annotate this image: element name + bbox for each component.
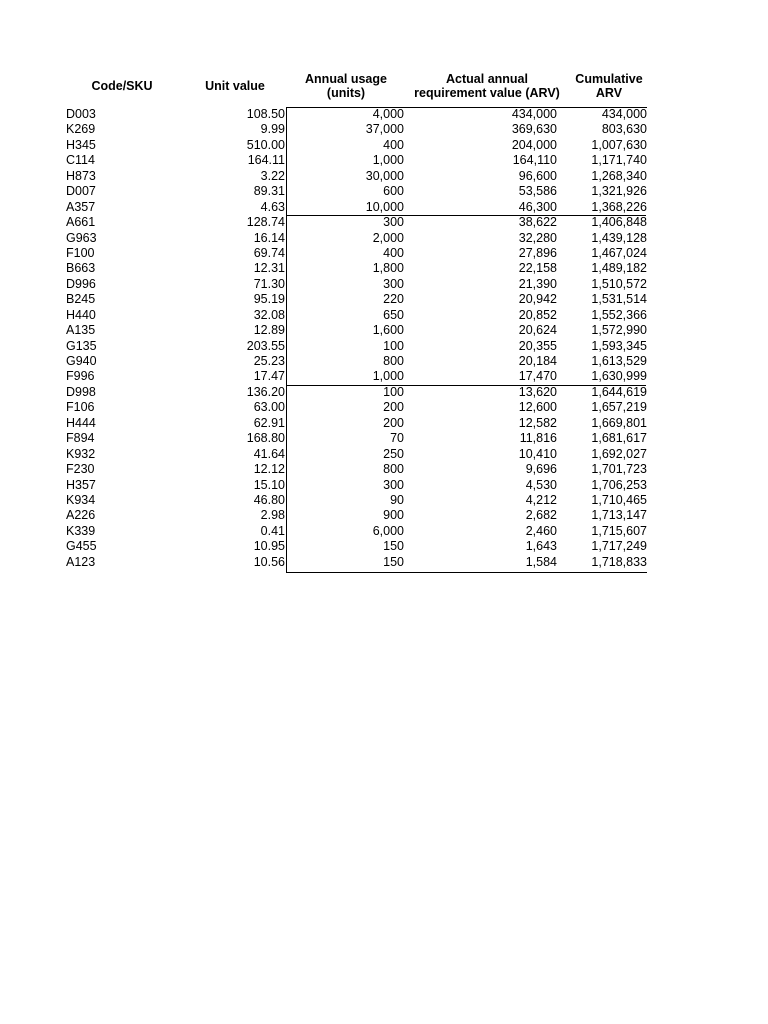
cell-annual-usage[interactable]: 1,600 [372, 323, 404, 338]
table-row [58, 231, 658, 246]
cell-annual-usage[interactable]: 800 [383, 354, 404, 368]
cell-unit-value[interactable]: 12.89 [253, 323, 285, 338]
cell-unit-value[interactable]: 12.12 [253, 462, 285, 477]
cell-cumulative-arv[interactable]: 1,171,740 [591, 153, 647, 168]
cell-annual-usage[interactable]: 250 [383, 446, 404, 461]
cell-unit-value[interactable]: 0.41 [260, 523, 285, 538]
cell-actual-arv[interactable]: 2,682 [525, 508, 557, 523]
cell-annual-usage[interactable]: 300 [383, 477, 404, 492]
cell-unit-value[interactable]: 4.63 [260, 199, 285, 214]
cell-unit-value[interactable]: 108.50 [246, 107, 285, 121]
cell-unit-value[interactable]: 9.99 [260, 122, 285, 137]
cell-cumulative-arv[interactable]: 1,630,999 [591, 369, 647, 384]
table-row [58, 138, 658, 153]
cell-code-sku[interactable]: H345 [66, 137, 96, 152]
table-row [58, 493, 658, 508]
cell-unit-value[interactable]: 41.64 [253, 446, 285, 461]
cell-cumulative-arv[interactable]: 434,000 [601, 107, 647, 121]
cell-code-sku[interactable]: F230 [66, 462, 95, 477]
cell-unit-value[interactable]: 203.55 [246, 338, 285, 353]
cell-annual-usage[interactable]: 30,000 [365, 168, 404, 183]
cell-actual-arv[interactable]: 53,586 [518, 184, 557, 199]
cell-code-sku[interactable]: H357 [66, 477, 96, 492]
cell-code-sku[interactable]: H440 [66, 307, 96, 322]
cell-unit-value[interactable]: 510.00 [246, 137, 285, 152]
cell-actual-arv[interactable]: 164,110 [512, 153, 557, 168]
table-row [58, 277, 658, 292]
table-row [58, 122, 658, 137]
cell-annual-usage[interactable]: 4,000 [372, 107, 404, 121]
cell-actual-arv[interactable]: 27,896 [518, 245, 557, 260]
table-row [58, 462, 658, 477]
table-row [58, 447, 658, 462]
header-code-label: Code/SKU [91, 79, 153, 93]
cell-annual-usage[interactable]: 90 [390, 492, 404, 507]
table-row [58, 508, 658, 523]
cell-annual-usage[interactable]: 37,000 [365, 122, 404, 137]
cell-actual-arv[interactable]: 434,000 [511, 107, 557, 121]
cell-annual-usage[interactable]: 400 [383, 245, 404, 260]
cell-annual-usage[interactable]: 900 [383, 508, 404, 523]
cell-cumulative-arv[interactable]: 1,717,249 [591, 539, 647, 554]
cell-unit-value[interactable]: 3.22 [260, 168, 285, 183]
header-arv-line1: Actual annual [446, 72, 528, 86]
cell-cumulative-arv[interactable]: 1,321,926 [591, 184, 647, 199]
table-row [58, 153, 658, 168]
cell-code-sku[interactable]: K339 [66, 523, 96, 538]
cell-actual-arv[interactable]: 10,410 [518, 446, 557, 461]
cell-annual-usage[interactable]: 220 [383, 292, 404, 307]
cell-actual-arv[interactable]: 9,696 [525, 462, 557, 477]
cell-unit-value[interactable]: 69.74 [253, 245, 285, 260]
cell-cumulative-arv[interactable]: 1,657,219 [591, 400, 647, 415]
cell-code-sku[interactable]: G940 [66, 354, 97, 368]
cell-code-sku[interactable]: D007 [66, 184, 96, 199]
table-row [58, 369, 658, 384]
cell-annual-usage[interactable]: 100 [383, 338, 404, 353]
header-cum-line1: Cumulative [575, 72, 643, 86]
cell-annual-usage[interactable]: 10,000 [365, 199, 404, 214]
cell-code-sku[interactable]: B663 [66, 261, 96, 276]
cell-unit-value[interactable]: 136.20 [246, 384, 285, 399]
cell-code-sku[interactable]: B245 [66, 292, 96, 307]
table-row [58, 292, 658, 307]
cell-annual-usage[interactable]: 200 [383, 415, 404, 430]
header-cumulative-arv[interactable] [564, 70, 654, 102]
cell-actual-arv[interactable]: 1,643 [525, 539, 557, 554]
cell-code-sku[interactable]: H444 [66, 415, 96, 430]
table-row [58, 555, 658, 570]
cell-code-sku[interactable]: A123 [66, 554, 96, 569]
cell-cumulative-arv[interactable]: 1,268,340 [591, 168, 647, 183]
cell-actual-arv[interactable]: 32,280 [518, 230, 557, 245]
header-annual-usage[interactable] [286, 70, 406, 102]
cell-code-sku[interactable]: A357 [66, 199, 96, 214]
cell-actual-arv[interactable]: 21,390 [518, 276, 557, 291]
cell-annual-usage[interactable]: 2,000 [372, 230, 404, 245]
cell-unit-value[interactable]: 168.80 [246, 431, 285, 446]
header-cum-line2: ARV [595, 86, 623, 100]
cell-actual-arv[interactable]: 46,300 [518, 199, 557, 214]
cell-unit-value[interactable]: 164.11 [247, 153, 285, 168]
table-row [58, 323, 658, 338]
cell-unit-value[interactable]: 62.91 [253, 415, 285, 430]
cell-actual-arv[interactable]: 4,530 [525, 477, 557, 492]
cell-cumulative-arv[interactable]: 1,368,226 [591, 199, 647, 214]
cell-cumulative-arv[interactable]: 1,572,990 [591, 323, 647, 338]
header-usage-line2: (units) [326, 86, 366, 100]
table-body [58, 107, 658, 570]
cell-annual-usage[interactable]: 70 [390, 431, 404, 446]
cell-cumulative-arv[interactable]: 1,489,182 [591, 261, 647, 276]
cell-unit-value[interactable]: 16.14 [253, 230, 285, 245]
table-row [58, 107, 658, 122]
cell-annual-usage[interactable]: 200 [383, 400, 404, 415]
cell-cumulative-arv[interactable]: 1,613,529 [591, 354, 647, 368]
header-code-sku[interactable] [58, 78, 186, 94]
cell-annual-usage[interactable]: 1,800 [372, 261, 404, 276]
cell-actual-arv[interactable]: 204,000 [511, 137, 557, 152]
cell-actual-arv[interactable]: 2,460 [525, 523, 557, 538]
cell-unit-value[interactable]: 63.00 [253, 400, 285, 415]
table-row [58, 184, 658, 199]
cell-cumulative-arv[interactable]: 1,406,848 [591, 215, 647, 230]
cell-cumulative-arv[interactable]: 1,510,572 [591, 276, 647, 291]
table-row [58, 431, 658, 446]
cell-unit-value[interactable]: 15.10 [253, 477, 285, 492]
cell-unit-value[interactable]: 2.98 [260, 508, 285, 523]
cell-annual-usage[interactable]: 800 [383, 462, 404, 477]
cell-annual-usage[interactable]: 300 [383, 215, 404, 230]
cell-annual-usage[interactable]: 1,000 [372, 153, 404, 168]
cell-cumulative-arv[interactable]: 1,701,723 [591, 462, 647, 477]
table-row [58, 400, 658, 415]
cell-unit-value[interactable]: 17.47 [253, 369, 285, 384]
cell-annual-usage[interactable]: 1,000 [372, 369, 404, 384]
cell-code-sku[interactable]: D998 [66, 384, 96, 399]
cell-code-sku[interactable]: A661 [66, 215, 96, 230]
header-unit-value[interactable] [186, 78, 284, 94]
cell-code-sku[interactable]: D996 [66, 276, 96, 291]
cell-actual-arv[interactable]: 20,942 [518, 292, 557, 307]
table-row [58, 385, 658, 400]
cell-cumulative-arv[interactable]: 1,467,024 [591, 245, 647, 260]
cell-code-sku[interactable]: F106 [66, 400, 95, 415]
cell-cumulative-arv[interactable]: 1,706,253 [591, 477, 647, 492]
cell-annual-usage[interactable]: 6,000 [372, 523, 404, 538]
table-row [58, 339, 658, 354]
cell-annual-usage[interactable]: 650 [383, 307, 404, 322]
cell-annual-usage[interactable]: 600 [383, 184, 404, 199]
cell-unit-value[interactable]: 10.95 [253, 539, 285, 554]
cell-annual-usage[interactable]: 400 [383, 137, 404, 152]
cell-cumulative-arv[interactable]: 1,531,514 [591, 292, 647, 307]
cell-code-sku[interactable]: F100 [66, 245, 95, 260]
header-arv-line2: requirement value (ARV) [414, 86, 560, 100]
cell-actual-arv[interactable]: 1,584 [525, 554, 557, 569]
table-row [58, 416, 658, 431]
cell-actual-arv[interactable]: 12,582 [518, 415, 557, 430]
cell-cumulative-arv[interactable]: 1,439,128 [591, 230, 647, 245]
cell-code-sku[interactable]: A135 [66, 323, 96, 338]
cell-cumulative-arv[interactable]: 1,552,366 [591, 307, 647, 322]
cell-cumulative-arv[interactable]: 1,718,833 [591, 554, 647, 569]
cell-unit-value[interactable]: 12.31 [253, 261, 285, 276]
cell-actual-arv[interactable]: 369,630 [511, 122, 557, 137]
cell-code-sku[interactable]: F894 [66, 431, 95, 446]
table-row [58, 169, 658, 184]
cell-actual-arv[interactable]: 20,624 [518, 323, 557, 338]
cell-actual-arv[interactable]: 20,852 [518, 307, 557, 322]
cell-cumulative-arv[interactable]: 1,713,147 [591, 508, 647, 523]
cell-code-sku[interactable]: F996 [66, 369, 95, 384]
cell-actual-arv[interactable]: 38,622 [518, 215, 557, 230]
cell-unit-value[interactable]: 32.08 [253, 307, 285, 322]
cell-cumulative-arv[interactable]: 1,710,465 [591, 492, 647, 507]
cell-code-sku[interactable]: C114 [66, 153, 95, 168]
cell-code-sku[interactable]: K932 [66, 446, 96, 461]
cell-unit-value[interactable]: 95.19 [253, 292, 285, 307]
cell-annual-usage[interactable]: 150 [383, 539, 404, 554]
cell-unit-value[interactable]: 128.74 [246, 215, 285, 230]
header-usage-line1: Annual usage [305, 72, 387, 86]
cell-actual-arv[interactable]: 13,620 [518, 384, 557, 399]
cell-cumulative-arv[interactable]: 1,681,617 [591, 431, 647, 446]
cell-actual-arv[interactable]: 96,600 [518, 168, 557, 183]
cell-cumulative-arv[interactable]: 1,593,345 [591, 338, 647, 353]
header-unit-label: Unit value [205, 79, 265, 93]
cell-actual-arv[interactable]: 20,355 [518, 338, 557, 353]
table-row [58, 215, 658, 230]
cell-actual-arv[interactable]: 20,184 [518, 354, 557, 368]
cell-code-sku[interactable]: D003 [66, 107, 96, 121]
table-row [58, 246, 658, 261]
cell-code-sku[interactable]: H873 [66, 168, 96, 183]
table-row [58, 354, 658, 369]
cell-code-sku[interactable]: K269 [66, 122, 96, 137]
cell-unit-value[interactable]: 89.31 [253, 184, 285, 199]
cell-code-sku[interactable]: G455 [66, 539, 97, 554]
cell-cumulative-arv[interactable]: 1,007,630 [591, 137, 647, 152]
table-row [58, 478, 658, 493]
cell-unit-value[interactable]: 71.30 [253, 276, 285, 291]
cell-actual-arv[interactable]: 22,158 [518, 261, 557, 276]
cell-cumulative-arv[interactable]: 1,669,801 [591, 415, 647, 430]
cell-cumulative-arv[interactable]: 1,644,619 [591, 384, 647, 399]
cell-cumulative-arv[interactable]: 1,692,027 [591, 446, 647, 461]
header-actual-arv[interactable] [406, 70, 568, 102]
cell-unit-value[interactable]: 46.80 [253, 492, 285, 507]
cell-annual-usage[interactable]: 100 [383, 384, 404, 399]
table-row [58, 539, 658, 554]
cell-actual-arv[interactable]: 17,470 [518, 369, 557, 384]
cell-code-sku[interactable]: G135 [66, 338, 97, 353]
cell-cumulative-arv[interactable]: 1,715,607 [591, 523, 647, 538]
cell-actual-arv[interactable]: 4,212 [525, 492, 557, 507]
table-row [58, 308, 658, 323]
table-row [58, 261, 658, 276]
cell-annual-usage[interactable]: 150 [383, 554, 404, 569]
cell-code-sku[interactable]: A226 [66, 508, 96, 523]
cell-annual-usage[interactable]: 300 [383, 276, 404, 291]
table-row [58, 524, 658, 539]
cell-actual-arv[interactable]: 11,816 [519, 431, 557, 446]
cell-code-sku[interactable]: G963 [66, 230, 97, 245]
cell-actual-arv[interactable]: 12,600 [518, 400, 557, 415]
cell-code-sku[interactable]: K934 [66, 492, 96, 507]
table-row [58, 200, 658, 215]
cell-cumulative-arv[interactable]: 803,630 [601, 122, 647, 137]
cell-unit-value[interactable]: 25.23 [253, 354, 285, 368]
cell-unit-value[interactable]: 10.56 [253, 554, 285, 569]
